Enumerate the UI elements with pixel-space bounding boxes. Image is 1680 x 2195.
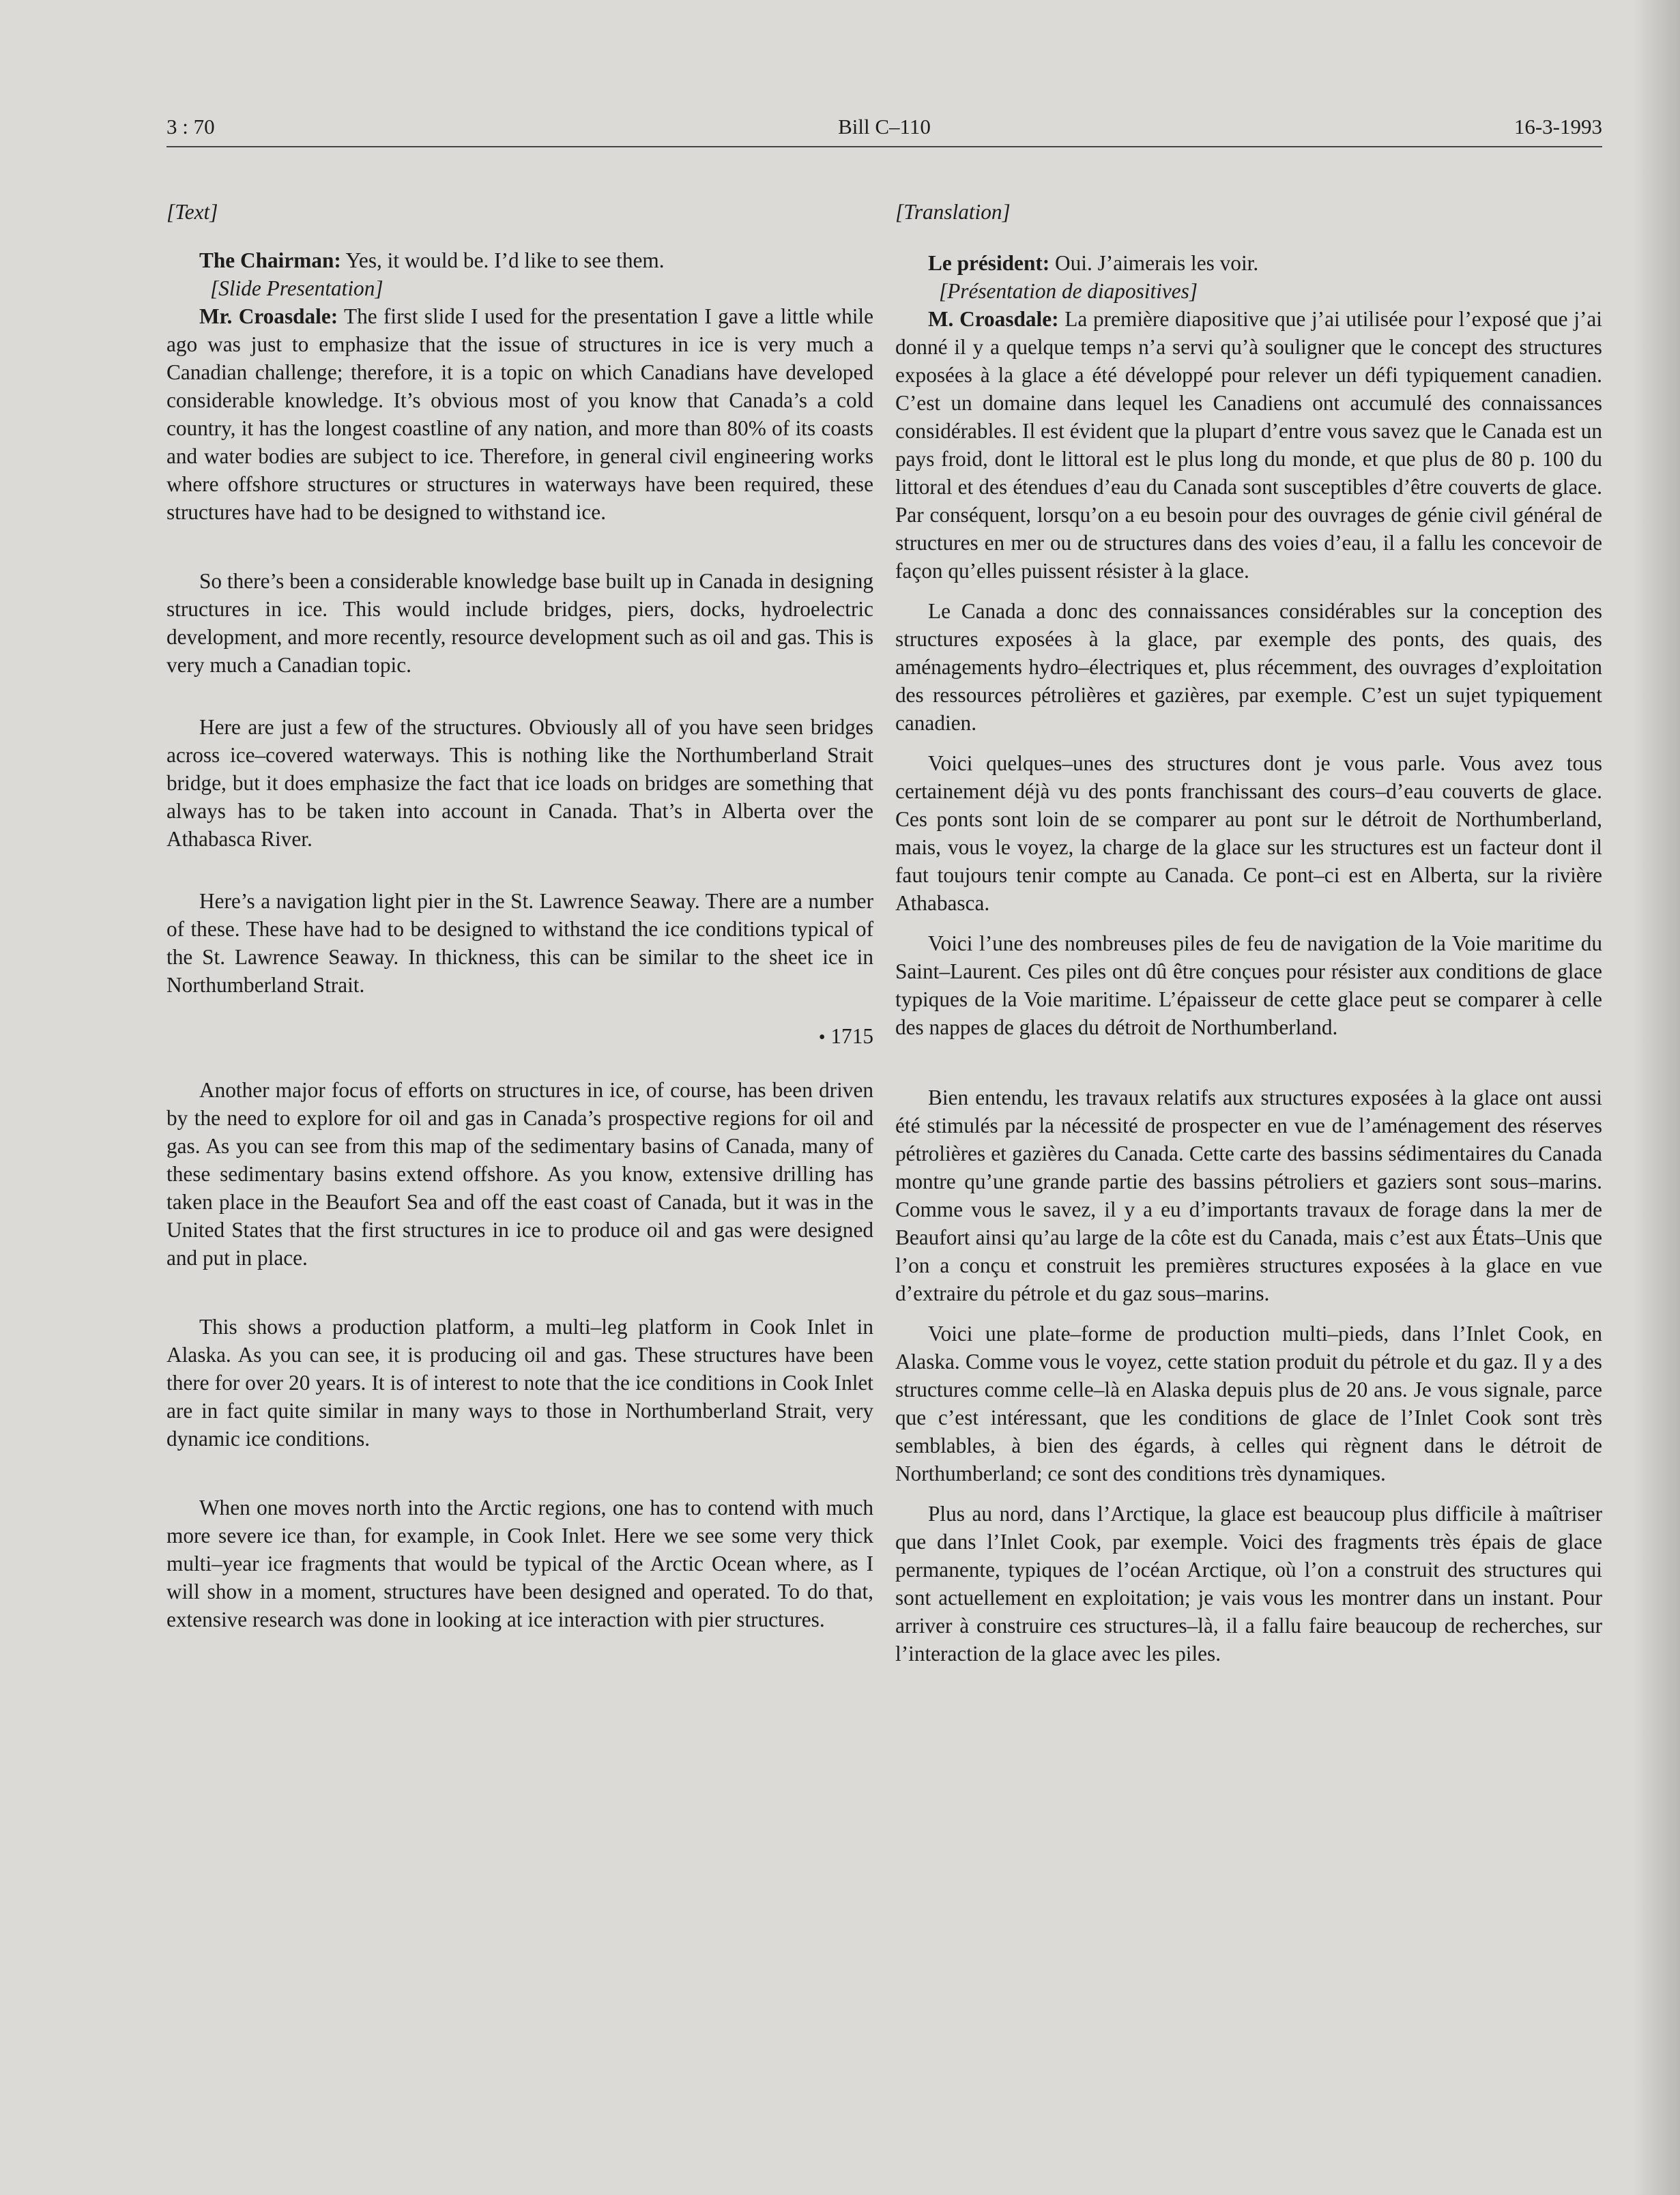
paragraph-4: Here are just a few of the structures. Obviously all of you have seen bridges across ice–covered waterways. This is nothing like the Northumberland Strait bridge, but it does emphasize the fact that ice loads on bridges are something that always has to be taken into account in Canada. That’s in Alberta over the Athabasca River. <box>166 715 873 851</box>
chairman-remark <box>895 249 1602 277</box>
page-header <box>166 115 1602 150</box>
session-date: 16-3-1993 <box>1514 115 1602 139</box>
paragraph-3: Le Canada a donc des connaissances considérables sur la conception des structures exposées à la glace, par exemple des ponts, des quais, des aménagements hydro–électriques et, plus récemment, des ouvrages d’exploitation des ressources pétrolières et gazières, par exemple. C’est un sujet typiquement canadien. <box>895 599 1602 735</box>
header-rule <box>166 146 1602 147</box>
paragraph-6: Bien entendu, les travaux relatifs aux structures exposées à la glace ont aussi été stimulés par la nécessité de prospecter en vue de l’aménagement des réserves pétrolières et gazières du Canada. Cette carte des bassins sédimentaires du Canada montre qu’une grande partie des bassins pétroliers et gaziers sont sous–marins. Comme vous le savez, il y a eu d’importants travaux de forage dans la mer de Beaufort ainsi qu’au large de la côte est du Canada, mais c’est aux États–Unis que l’on a conçu et construit les premières structures exposées à la glace en vue d’extraire du pétrole et du gaz sous–marins. <box>895 1086 1602 1305</box>
remark-text: Yes, it would be. I’d like to see them. <box>341 248 665 272</box>
stage-direction: [Slide Presentation] <box>210 276 383 300</box>
paragraph-6: Another major focus of efforts on structures in ice, of course, has been driven by the need to explore for oil and gas in Canada’s prospective regions for oil and gas. As you can see from this map of the sedimentary basins of Canada, many of these sedimentary basins extend offshore. As you know, extensive drilling has taken place in the Beaufort Sea and off the east coast of Canada, but it was in the United States that the first structures in ice to produce oil and gas were designed and put in place. <box>166 1078 873 1270</box>
croasdale-remark <box>895 305 1602 585</box>
paragraph-8: Plus au nord, dans l’Arctique, la glace est beaucoup plus difficile à maîtriser que dans l’Inlet Cook, par exemple. Voici des fragments très épais de glace permanente, typiques de l’océan Arctique, où l’on a construit des structures qui sont actuellement en exploitation; je vais vous les montrer dans un instant. Pour arriver à construire ces structures–là, il a fallu faire beaucoup de recherches, sur l’interaction de la glace avec les piles. <box>895 1502 1602 1666</box>
translation-label: [Translation] <box>895 200 1011 224</box>
paragraph-7: Voici une plate–forme de production multi–pieds, dans l’Inlet Cook, en Alaska. Comme vous le voyez, cette station produit du pétrole et du gaz. Il y a des structures comme celle–là en Alaska depuis plus de 20 ans. Je vous signale, parce que c’est intéressant, que les conditions de glace de l’Inlet Cook sont très semblables, à bien des égards, à celles qui règnent dans le détroit de Northumberland; ce sont des conditions très dynamiques. <box>895 1322 1602 1485</box>
timestamp <box>166 1022 873 1051</box>
croasdale-remark <box>166 302 873 526</box>
english-column <box>166 198 873 1633</box>
paragraph-4: Voici quelques–unes des structures dont je vous parle. Vous avez tous certainement déjà vu des ponts franchissant des cours–d’eau couverts de glace. Ces ponts sont loin de se comparer au pont sur le détroit de Northumberland, mais, vous le voyez, la charge de la glace sur les structures est un facteur dont il faut toujours tenir compte au Canada. Ce pont–ci est en Alberta, sur la rivière Athabasca. <box>895 751 1602 915</box>
page-number: 3 : 70 <box>166 115 215 139</box>
paragraph-5: Here’s a navigation light pier in the St. Lawrence Seaway. There are a number of these. These have had to be designed to withstand the ice conditions typical of the St. Lawrence Seaway. In thickness, this can be similar to the sheet ice in Northumberland Strait. <box>166 889 873 997</box>
page-edge-shadow <box>1632 0 1680 2195</box>
remark-text: The first slide I used for the presentation I gave a little while ago was just to emphasize that the issue of structures in ice is very much a Canadian challenge; therefore, it is a topic on which Canadians have developed considerable knowledge. It’s obvious most of you know that Canada’s a cold country, it has the longest coastline of any nation, and more than 80% of its coasts and water bodies are subject to ice. Therefore, in general civil engineering works where offshore structures or structures in waterways have been required, these structures have had to be designed to withstand ice. <box>166 304 873 524</box>
timestamp-value: 1715 <box>830 1024 873 1048</box>
remark-text: La première diapositive que j’ai utilisée pour l’exposé que j’ai donné il y a quelque temps n’a servi qu’à souligner que le concept des structures exposées à la glace a été développé pour relever un défi typiquement canadien. C’est un domaine dans lequel les Canadiens ont accumulé des connaissances considérables. Il est évident que la plupart d’entre vous savez que le Canada est un pays froid, dont le littoral est le plus long du monde, et que plus de 80 p. 100 du littoral et des étendues d’eau du Canada sont susceptibles d’être couverts de glace. Par conséquent, lorsqu’on a eu besoin pour des ouvrages de génie civil général de structures en mer ou de structures dans des voies d’eau, il a fallu les concevoir de façon qu’elles puissent résister à la glace. <box>895 307 1602 583</box>
speaker-name: The Chairman: <box>199 248 341 272</box>
paragraph-5: Voici l’une des nombreuses piles de feu de navigation de la Voie maritime du Saint–Laurent. Ces piles ont dû être conçues pour résister aux conditions de glace typiques de la Voie maritime. L’épaisseur de cette glace peut se comparer à celle des nappes de glaces du détroit de Northumberland. <box>895 931 1602 1039</box>
text-label: [Text] <box>166 200 218 224</box>
remark-text: Oui. J’aimerais les voir. <box>1049 251 1259 275</box>
stage-direction: [Présentation de diapositives] <box>939 279 1198 303</box>
paragraph-7: This shows a production platform, a multi–leg platform in Cook Inlet in Alaska. As you can see, it is producing oil and gas. These structures have been there for over 20 years. It is of interest to note that the ice conditions in Cook Inlet are in fact quite similar in many ways to those in Northumberland Strait, very dynamic ice conditions. <box>166 1315 873 1451</box>
paragraph-3: So there’s been a considerable knowledge base built up in Canada in designing structures in ice. This would include bridges, piers, docks, hydroelectric development, and more recently, resource development such as oil and gas. This is very much a Canadian topic. <box>166 569 873 677</box>
chairman-remark <box>166 246 873 274</box>
timestamp-bullet: • <box>818 1027 826 1048</box>
paragraph-8: When one moves north into the Arctic regions, one has to contend with much more severe ice than, for example, in Cook Inlet. Here we see some very thick multi–year ice fragments that would be typical of the Arctic Ocean where, as I will show in a moment, structures have been designed and operated. To do that, extensive research was done in looking at ice interaction with pier structures. <box>166 1496 873 1631</box>
speaker-name: Le président: <box>928 251 1050 275</box>
french-column <box>895 198 1602 1668</box>
speaker-name: M. Croasdale: <box>928 307 1059 331</box>
speaker-name: Mr. Croasdale: <box>199 304 338 328</box>
bill-title: Bill C–110 <box>838 115 931 139</box>
